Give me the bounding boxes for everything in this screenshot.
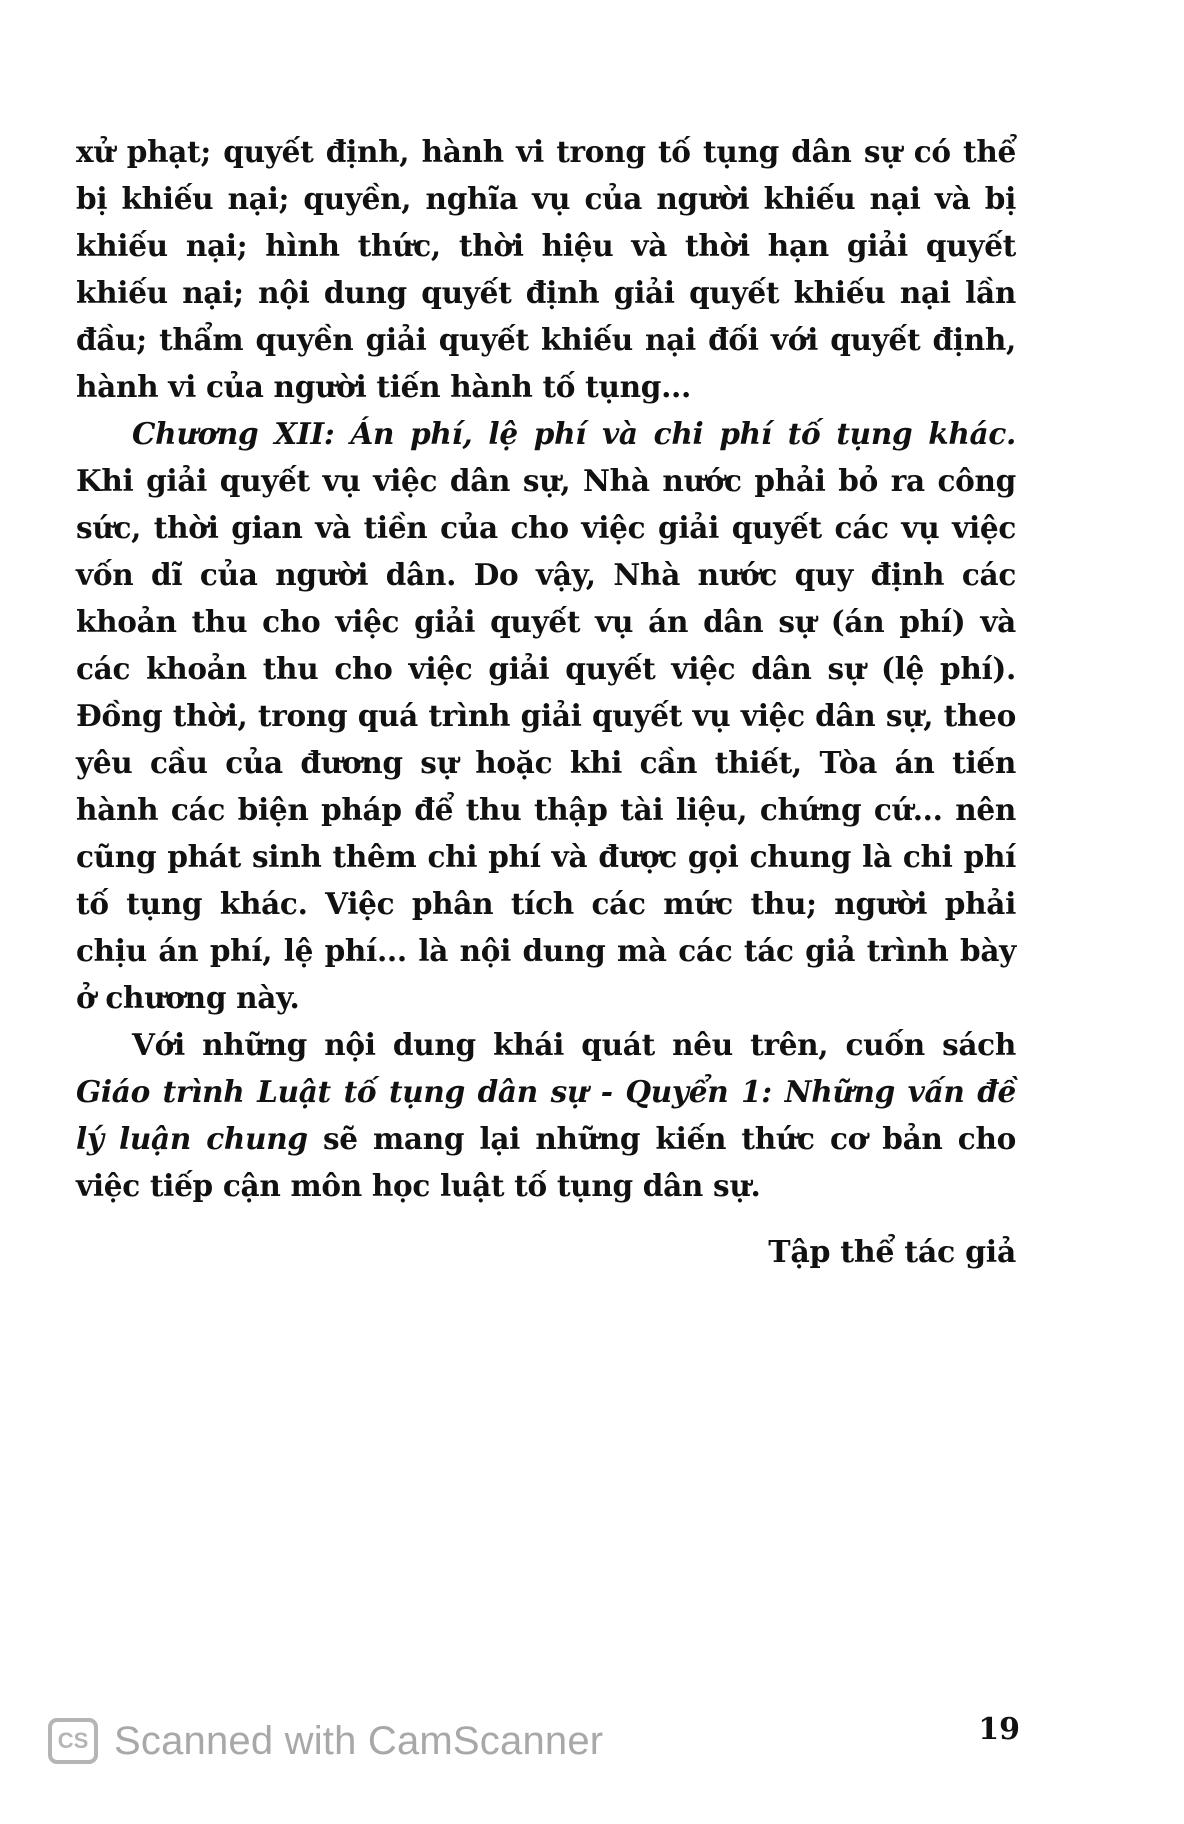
conclusion-tail: sẽ mang lại những kiến thức cơ bản cho việc tiếp cận môn học luật tố tụng dân sự. <box>76 1121 1016 1203</box>
author-signature: Tập thể tác giả <box>768 1235 1016 1270</box>
paragraph-conclusion <box>76 1021 1016 1209</box>
watermark-text: Scanned with CamScanner <box>114 1718 604 1763</box>
page-number: 19 <box>978 1712 1020 1747</box>
camscanner-logo-icon: CS <box>48 1718 98 1764</box>
chapter-description: Khi giải quyết vụ việc dân sự, Nhà nước phải bỏ ra công sức, thời gian và tiền của cho việc giải quyết các vụ việc vốn dĩ của người dân. Do vậy, Nhà nước quy định các khoản thu cho việc giải quyết vụ án dân sự (án phí) và các khoản thu cho việc giải quyết việc dân sự (lệ phí). Đồng thời, trong quá trình giải quyết vụ việc dân sự, theo yêu cầu của đương sự hoặc khi cần thiết, Tòa án tiến hành các biện pháp để thu thập tài liệu, chứng cứ... nên cũng phát sinh thêm chi phí và được gọi chung là chi phí tố tụng khác. Việc phân tích các mức thu; người phải chịu án phí, lệ phí... là nội dung mà các tác giả trình bày ở chương này. <box>76 463 1016 1015</box>
paragraph-complaints: xử phạt; quyết định, hành vi trong tố tụng dân sự có thể bị khiếu nại; quyền, nghĩa vụ của người khiếu nại và bị khiếu nại; hình thức, thời hiệu và thời hạn giải quyết khiếu nại; nội dung quyết định giải quyết khiếu nại lần đầu; thẩm quyền giải quyết khiếu nại đối với quyết định, hành vi của người tiến hành tố tụng... <box>76 134 1016 404</box>
book-title: Giáo trình Luật tố tụng dân sự - Quyển 1: Những vấn đề lý luận chung <box>76 1074 1016 1156</box>
chapter-title: Chương XII: Án phí, lệ phí và chi phí tố tụng khác. <box>132 416 1016 451</box>
camscanner-watermark <box>48 1718 603 1764</box>
page-body <box>76 128 1016 1276</box>
conclusion-lead: Với những nội dung khái quát nêu trên, cuốn sách <box>132 1027 1016 1062</box>
paragraph-chapter-xii <box>76 410 1016 1021</box>
